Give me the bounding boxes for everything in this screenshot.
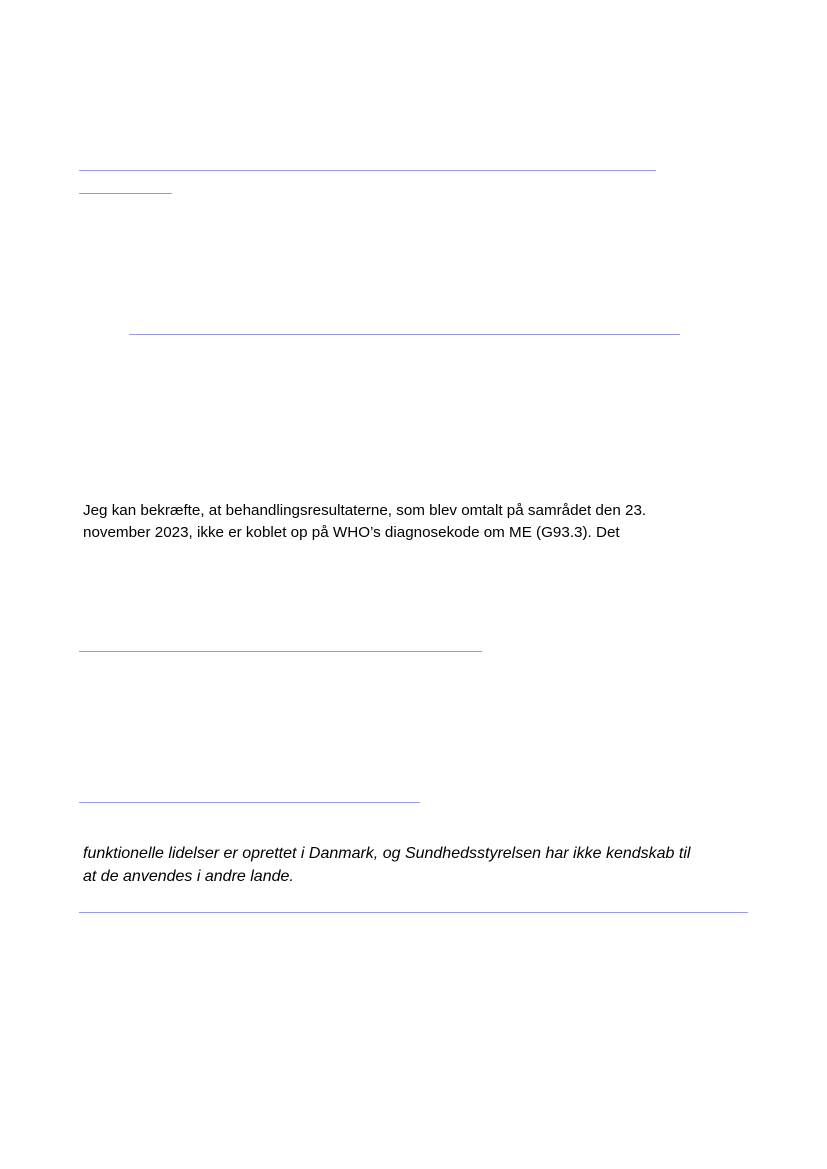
divider-2 <box>129 334 680 335</box>
divider-5 <box>79 912 748 913</box>
quote-line-2: at de anvendes i andre lande. <box>83 868 294 885</box>
quote-line-1: funktionelle lidelser er oprettet i Danmark, og Sundhedsstyrelsen har ikke kendskab til <box>83 845 691 862</box>
divider-1a <box>79 170 656 171</box>
divider-1b <box>79 193 172 194</box>
divider-3 <box>79 651 482 652</box>
paragraph-1-line-1: Jeg kan bekræfte, at behandlingsresultaterne, som blev omtalt på samrådet den 23. <box>83 502 647 519</box>
divider-4 <box>79 802 420 803</box>
cropped-text-line <box>83 826 743 833</box>
quote-paragraph <box>83 842 690 888</box>
paragraph-1 <box>83 500 646 544</box>
paragraph-1-line-2: november 2023, ikke er koblet op på WHO’s diagnosekode om ME (G93.3). Det <box>83 524 620 541</box>
